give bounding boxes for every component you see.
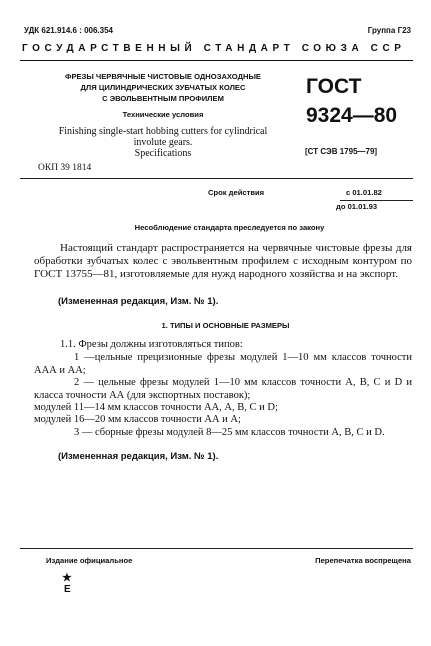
title-line: ДЛЯ ЦИЛИНДРИЧЕСКИХ ЗУБЧАТЫХ КОЛЕС [80, 83, 246, 92]
law-notice: Несоблюдение стандарта преследуется по закону [134, 223, 325, 232]
section-heading: 1. ТИПЫ И ОСНОВНЫЕ РАЗМЕРЫ [161, 321, 290, 330]
group-code: Группа Г23 [367, 26, 411, 35]
validity-from: с 01.01.82 [346, 188, 382, 197]
top-divider [20, 60, 413, 61]
intro-paragraph: Настоящий стандарт распространяется на червячные чистовые фрезы для обработки зубчатых колес с эвольвентным профилем с исходным контуром по ГОСТ 13755—81, изготовляемые для нужд народного хозяйства и на экспорт. [34, 242, 412, 280]
edit-note: (Измененная редакция, Изм. № 1). [58, 296, 219, 307]
okp-code: ОКП 39 1814 [38, 163, 92, 173]
udk-code: УДК 621.914.6 : 006.354 [24, 26, 113, 35]
middle-divider [20, 178, 413, 179]
list-item: 1.1. Фрезы должны изготовляться типов: [60, 339, 243, 350]
list-item: 3 — сборные фрезы модулей 8—25 мм классов точности А, В, С и D. [74, 427, 385, 438]
list-item: модулей 16—20 мм классов точности АА и А; [34, 414, 241, 425]
gost-label: ГОСТ [306, 75, 362, 98]
list-item: 1 —цельные прецизионные фрезы модулей 1—10 мм классов точности ААА и АА; [34, 352, 412, 376]
title-line: ФРЕЗЫ ЧЕРВЯЧНЫЕ ЧИСТОВЫЕ ОДНОЗАХОДНЫЕ [64, 72, 261, 81]
validity-label: Срок действия [208, 188, 265, 197]
edit-note: (Измененная редакция, Изм. № 1). [58, 451, 219, 462]
validity-to: до 01.01.93 [336, 202, 378, 211]
bottom-divider [20, 548, 413, 549]
edition-mark: Е [64, 584, 71, 595]
title-line: involute gears. [133, 137, 193, 148]
star-icon: ★ [62, 572, 72, 584]
list-item: 2 — цельные фрезы модулей 1—10 мм классов точности А, В, С и D и класса точности АА (для экспортных поставок); [34, 377, 412, 401]
title-line: Specifications [134, 148, 192, 159]
title-line: Finishing single-start hobbing cutters for cylindrical [58, 126, 268, 137]
gost-number: 9324—80 [306, 104, 398, 127]
sev-reference: [СТ СЭВ 1795—79] [305, 147, 378, 156]
tech-conditions: Технические условия [122, 110, 204, 119]
list-item: модулей 11—14 мм классов точности АА, А, В, С и D; [34, 402, 278, 413]
official-edition: Издание официальное [46, 556, 133, 565]
reprint-prohibited: Перепечатка воспрещена [315, 556, 411, 565]
title-line: С ЭВОЛЬВЕНТНЫМ ПРОФИЛЕМ [102, 94, 224, 103]
document-title-en [30, 126, 296, 159]
validity-divider [340, 200, 413, 201]
document-title-ru [30, 71, 296, 104]
standard-title: ГОСУДАРСТВЕННЫЙ СТАНДАРТ СОЮЗА ССР [22, 43, 406, 54]
